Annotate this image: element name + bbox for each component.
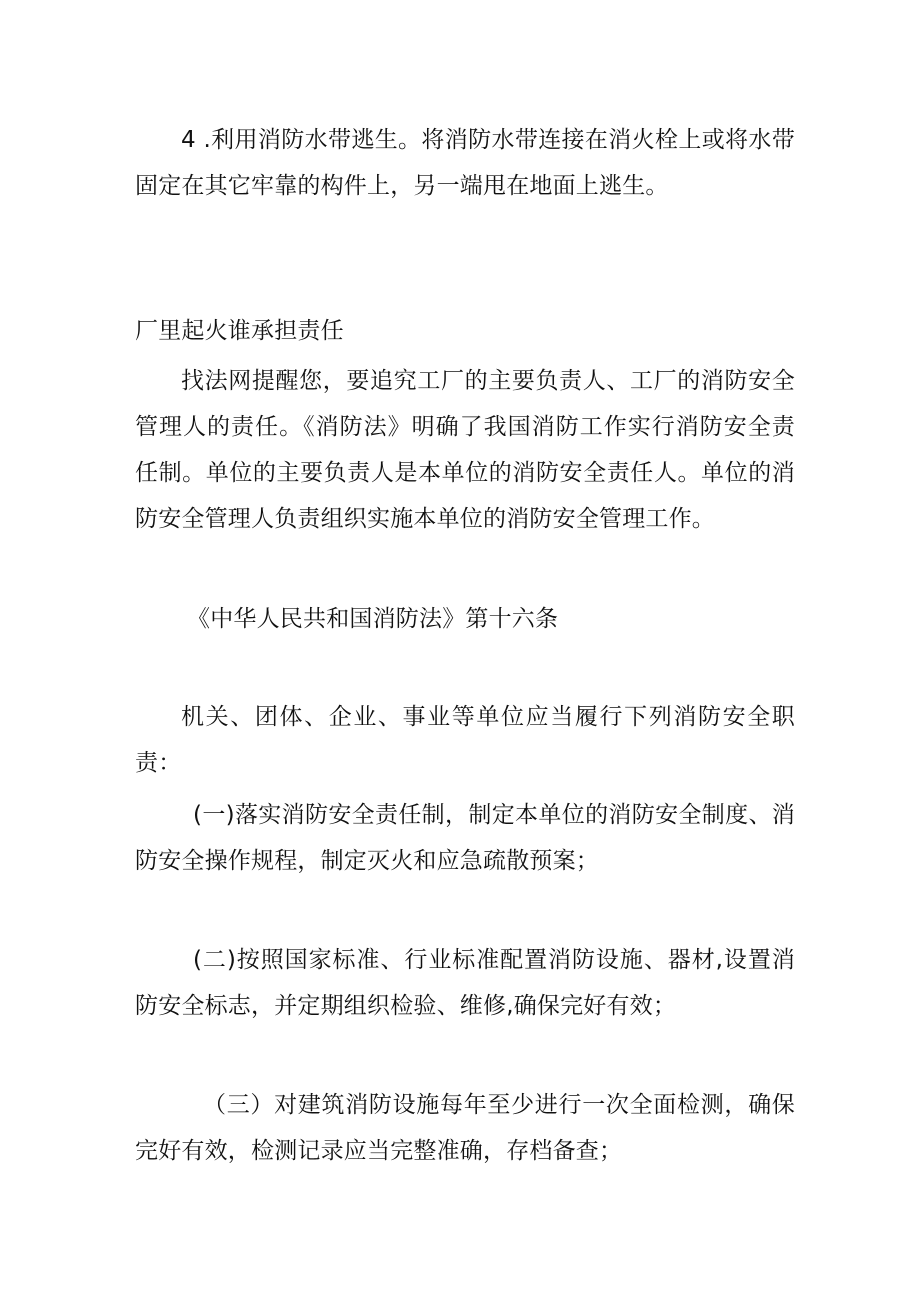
paragraph-escape-item-4: 4 .利用消防水带逃生。将消防水带连接在消火栓上或将水带固定在其它牢靠的构件上，另一端甩在地面上逃生。	[135, 127, 795, 199]
section-heading: 厂里起火谁承担责任	[135, 318, 344, 344]
paragraph-duty-3: （三）对建筑消防设施每年至少进行一次全面检测，确保完好有效，检测记录应当完整准确，存档备查；	[135, 1092, 795, 1164]
law-citation: 《中华人民共和国消防法》第十六条	[187, 606, 559, 632]
paragraph-duties-intro: 机关、团体、企业、事业等单位应当履行下列消防安全职责：	[135, 704, 795, 776]
paragraph-duty-1: (一)落实消防安全责任制，制定本单位的消防安全制度、消防安全操作规程，制定灭火和应急疏散预案；	[135, 802, 795, 874]
paragraph-reminder: 找法网提醒您，要追究工厂的主要负责人、工厂的消防安全管理人的责任。《消防法》明确了我国消防工作实行消防安全责任制。单位的主要负责人是本单位的消防安全责任人。单位的消防安全管理人负责组织实施本单位的消防安全管理工作。	[135, 368, 795, 532]
paragraph-duty-2: (二)按照国家标准、行业标准配置消防设施、器材,设置消防安全标志，并定期组织检验、维修,确保完好有效；	[135, 947, 795, 1019]
